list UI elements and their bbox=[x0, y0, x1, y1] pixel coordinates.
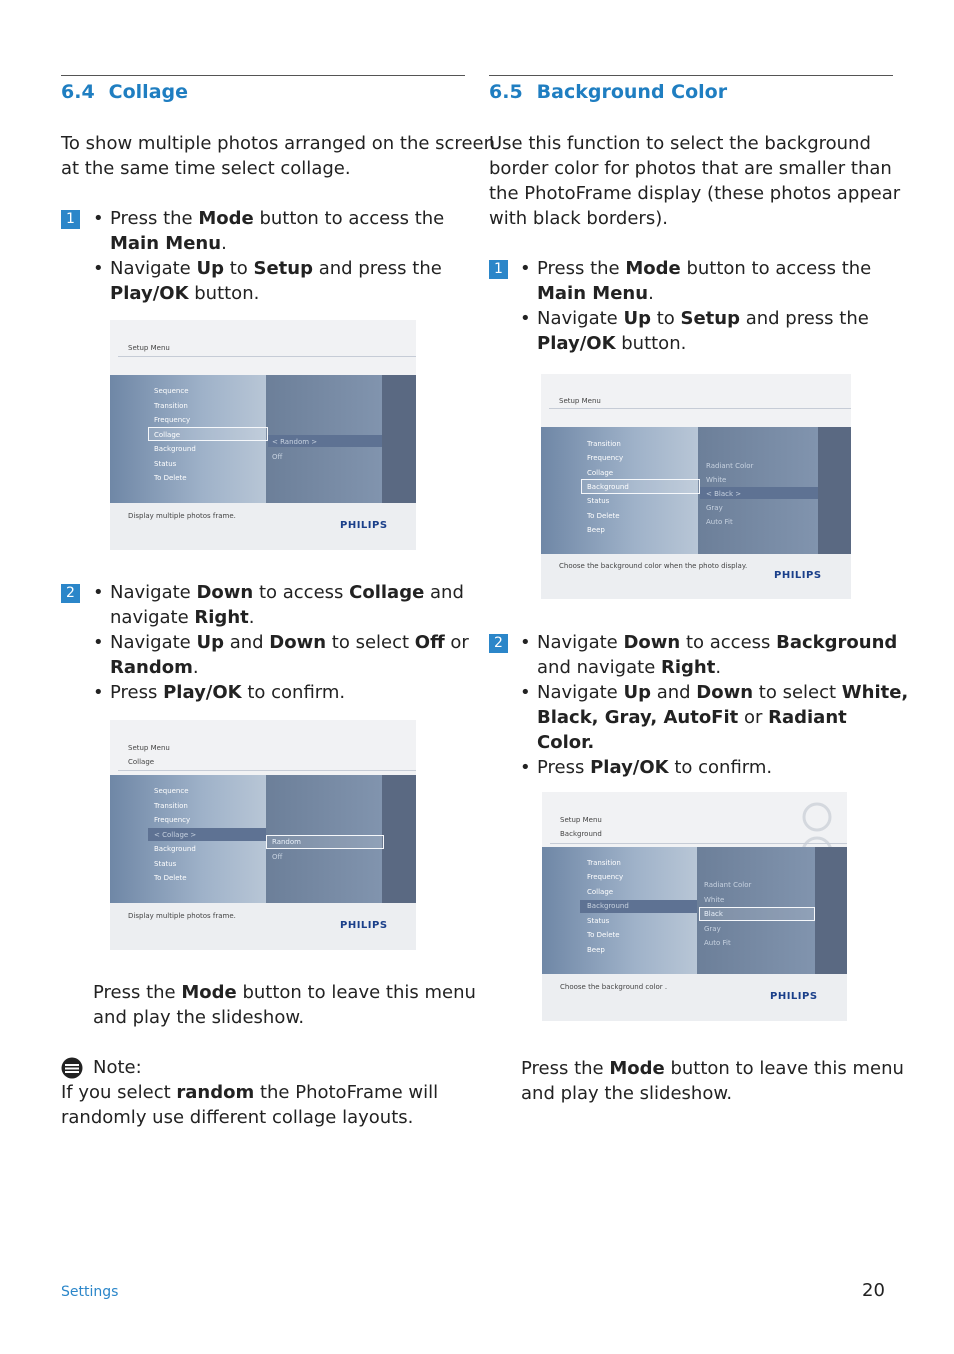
section-footer: Settings bbox=[61, 1284, 119, 1300]
collage-submenu-screenshot: Setup Menu Collage Sequence Transition Frequency < Collage > Background Status To Delete Random Off Display multiple photos frame. PHILIPS bbox=[110, 720, 416, 950]
step-2-badge: 2 bbox=[61, 584, 80, 603]
step-2-bullet-2: Navigate Up and Down to select Off or Random. bbox=[110, 632, 469, 678]
step-1-bullet-1: Press the Mode button to access the Main Menu. bbox=[110, 208, 445, 254]
background-leave-text: Press the Mode button to leave this menu and play the slideshow. bbox=[521, 1058, 904, 1104]
step-2-bullet-3: Press Play/OK to confirm. bbox=[537, 757, 773, 778]
bullet: • bbox=[93, 632, 104, 653]
step-1-badge: 1 bbox=[61, 210, 80, 229]
step-1-badge: 1 bbox=[489, 260, 508, 279]
note-label: Note: bbox=[93, 1057, 142, 1078]
background-intro: Use this function to select the background border color for photos that are smaller than the PhotoFrame display (these photos appear with black borders). bbox=[489, 133, 901, 229]
left-heading-rule bbox=[61, 75, 465, 76]
collage-leave-text: Press the Mode button to leave this menu and play the slideshow. bbox=[93, 982, 476, 1028]
bullet: • bbox=[93, 208, 104, 229]
step-1-bullet-2: Navigate Up to Setup and press the Play/OK button. bbox=[110, 258, 442, 304]
bullet: • bbox=[93, 258, 104, 279]
philips-logo: PHILIPS bbox=[340, 920, 388, 931]
philips-logo: PHILIPS bbox=[774, 570, 822, 581]
bullet: • bbox=[520, 757, 531, 778]
step-2-bullet-1: Navigate Down to access Collage and navigate Right. bbox=[110, 582, 464, 628]
philips-logo: PHILIPS bbox=[340, 520, 388, 531]
step-2-bullet-2: Navigate Up and Down to select White, Black, Gray, AutoFit or Radiant Color. bbox=[537, 682, 909, 753]
step-1-bullet-2: Navigate Up to Setup and press the Play/OK button. bbox=[537, 308, 869, 354]
page-number: 20 bbox=[862, 1280, 885, 1301]
setup-menu-screenshot-collage: Setup Menu Sequence Transition Frequency Collage Background Status To Delete < Random > Off Display multiple photos frame. PHILIPS bbox=[110, 320, 416, 550]
bullet: • bbox=[520, 258, 531, 279]
bullet: • bbox=[93, 682, 104, 703]
philips-logo: PHILIPS bbox=[770, 991, 818, 1002]
collage-heading: 6.4 Collage bbox=[61, 81, 189, 103]
note-icon bbox=[61, 1057, 83, 1079]
collage-intro: To show multiple photos arranged on the screen at the same time select collage. bbox=[61, 133, 495, 179]
note-text: If you select random the PhotoFrame will randomly use different collage layouts. bbox=[61, 1082, 439, 1128]
bullet: • bbox=[520, 632, 531, 653]
background-submenu-screenshot: Setup Menu Background Transition Frequency Collage Background Status To Delete Beep Radiant Color White Black Gray Auto Fit Choose the background color . PHILIPS bbox=[542, 792, 847, 1021]
bullet: • bbox=[93, 582, 104, 603]
bullet: • bbox=[520, 308, 531, 329]
step-2-bullet-1: Navigate Down to access Background and navigate Right. bbox=[537, 632, 898, 678]
step-2-badge: 2 bbox=[489, 634, 508, 653]
setup-menu-screenshot-background: Setup Menu Transition Frequency Collage Background Status To Delete Beep Radiant Color White < Black > Gray Auto Fit Choose the background color when the photo display. PHILIPS bbox=[541, 374, 851, 599]
step-2-bullet-3: Press Play/OK to confirm. bbox=[110, 682, 346, 703]
background-color-heading: 6.5 Background Color bbox=[489, 81, 728, 103]
right-heading-rule bbox=[489, 75, 893, 76]
bullet: • bbox=[520, 682, 531, 703]
step-1-bullet-1: Press the Mode button to access the Main Menu. bbox=[537, 258, 872, 304]
